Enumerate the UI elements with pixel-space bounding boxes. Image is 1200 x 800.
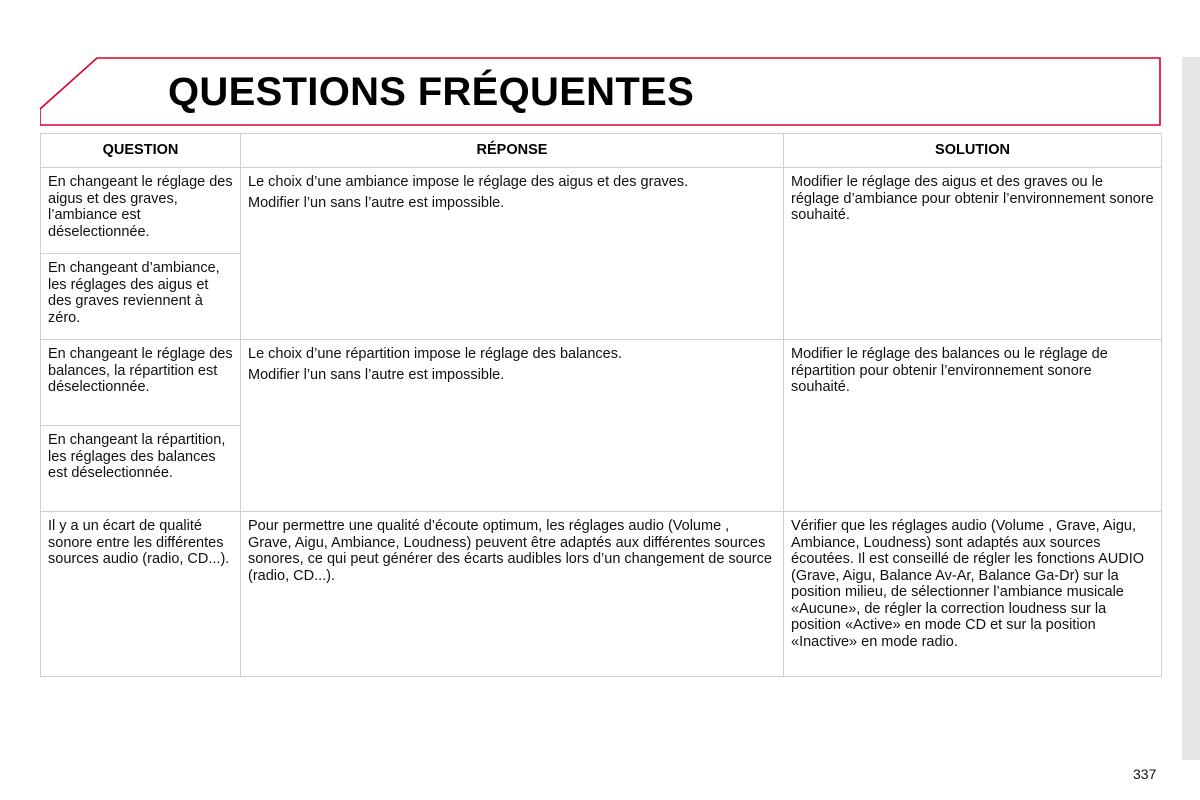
table-row [41,168,1162,254]
reponse-text: Le choix d’une ambiance impose le réglage des aigus et des graves. [248,174,689,190]
table-header-row [41,134,1162,168]
table-row [41,512,1162,677]
reponse-cell [241,340,784,512]
reponse-text: Pour permettre une qualité d’écoute optimum, les réglages audio (Volume , Grave, Aigu, Ambiance, Loudness) peuvent être adaptés aux différentes sources sonores, ce qui peut générer des écarts audibles lors d’un changement de source (radio, CD...). [248,518,772,584]
side-tab [1182,57,1200,760]
table-row [41,340,1162,426]
question-cell: En changeant le réglage des aigus et des graves, l’ambiance est déselectionnée. [41,168,241,254]
solution-cell: Modifier le réglage des balances ou le réglage de répartition pour obtenir l’environnement sonore souhaité. [784,340,1162,512]
question-cell: En changeant le réglage des balances, la répartition est déselectionnée. [41,340,241,426]
question-cell: En changeant d’ambiance, les réglages des aigus et des graves reviennent à zéro. [41,254,241,340]
solution-cell: Modifier le réglage des aigus et des graves ou le réglage d’ambiance pour obtenir l’environnement sonore souhaité. [784,168,1162,340]
reponse-cell [241,512,784,677]
faq-table [40,133,1162,677]
reponse-text: Modifier l’un sans l’autre est impossible. [248,194,505,211]
question-cell: Il y a un écart de qualité sonore entre les différentes sources audio (radio, CD...). [41,512,241,677]
question-cell: En changeant la répartition, les réglages des balances est déselectionnée. [41,426,241,512]
reponse-text: Le choix d’une répartition impose le réglage des balances. [248,346,623,362]
column-header-reponse: RÉPONSE [241,134,784,168]
column-header-solution: SOLUTION [784,134,1162,168]
page-number: 337 [1133,766,1157,782]
reponse-text: Modifier l’un sans l’autre est impossible. [248,366,505,383]
column-header-question: QUESTION [41,134,241,168]
reponse-cell [241,168,784,340]
solution-cell: Vérifier que les réglages audio (Volume , Grave, Aigu, Ambiance, Loudness) sont adaptés aux sources écoutées. Il est conseillé de régler les fonctions AUDIO (Grave, Aigu, Balance Av-Ar, Balance Ga-Dr) sur la position milieu, de sélectionner l’ambiance musicale «Aucune», de régler la correction loudness sur la position «Active» en mode CD et sur la position «Inactive» en mode radio. [784,512,1162,677]
page-title: QUESTIONS FRÉQUENTES [168,70,695,114]
